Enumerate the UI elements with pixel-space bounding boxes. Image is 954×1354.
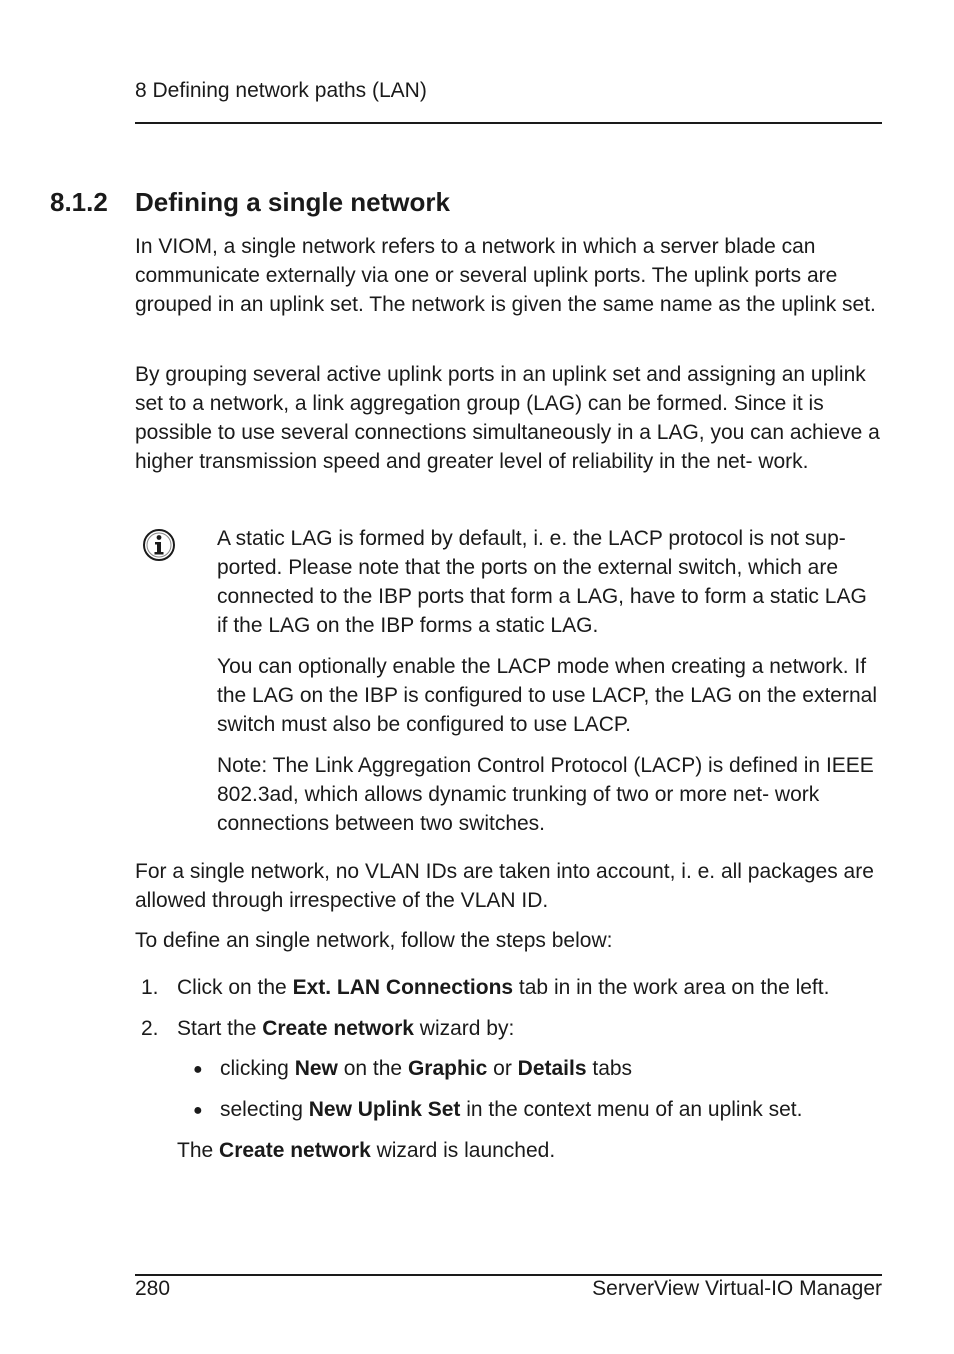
running-header: 8 Defining network paths (LAN) (135, 79, 427, 102)
page-number: 280 (135, 1277, 171, 1300)
ui-term: Create network (219, 1139, 371, 1162)
step-number: 1. (141, 976, 159, 999)
info-icon (142, 528, 176, 562)
bullet-icon: ● (193, 1102, 203, 1119)
step-text: Start the Create network wizard by: (177, 1017, 515, 1040)
body-paragraph: To define an single network, follow the steps below: (135, 929, 613, 952)
step-text: Click on the Ext. LAN Connections tab in in the work area on the left. (177, 976, 830, 999)
body-paragraph: For a single network, no VLAN IDs are taken into account, i. e. all packages are allowed through irrespective of the VLAN ID. (135, 860, 874, 912)
header-rule (135, 122, 882, 124)
section-title: Defining a single network (135, 187, 450, 217)
section-number: 8.1.2 (50, 187, 108, 217)
body-paragraph: In VIOM, a single network refers to a network in which a server blade can communicate externally via one or several uplink ports. The uplink ports are grouped in an uplink set. The network is given the same name as the uplink set. (135, 235, 876, 316)
bullet-item: clicking New on the Graphic or Details tabs (220, 1057, 633, 1080)
note-paragraph: A static LAG is formed by default, i. e. the LACP protocol is not sup- ported. Please note that the ports on the external switch, which are connected to the IBP ports that form a LAG, have to form a static LAG if the LAG on the IBP forms a static LAG. (217, 527, 867, 637)
ui-term: Create network (262, 1017, 414, 1040)
note-paragraph: Note: The Link Aggregation Control Protocol (LACP) is defined in IEEE 802.3ad, which allows dynamic trunking of two or more net- work connections between two switches. (217, 754, 874, 835)
footer-title: ServerView Virtual-IO Manager (592, 1277, 882, 1300)
result-text: The Create network wizard is launched. (177, 1139, 556, 1162)
body-paragraph: By grouping several active uplink ports in an uplink set and assigning an uplink set to a network, a link aggregation group (LAG) can be formed. Since it is possible to use several connections simultaneously in a LAG, you can achieve a higher transmission speed and greater level of reliability in the net- work. (135, 363, 880, 473)
ui-term: Ext. LAN Connections (292, 976, 514, 999)
bullet-icon: ● (193, 1061, 203, 1078)
bullet-item: selecting New Uplink Set in the context menu of an uplink set. (220, 1098, 803, 1121)
footer-rule (135, 1274, 882, 1276)
note-paragraph: You can optionally enable the LACP mode when creating a network. If the LAG on the IBP is configured to use LACP, the LAG on the external switch must also be configured to use LACP. (217, 655, 877, 736)
step-number: 2. (141, 1017, 159, 1040)
